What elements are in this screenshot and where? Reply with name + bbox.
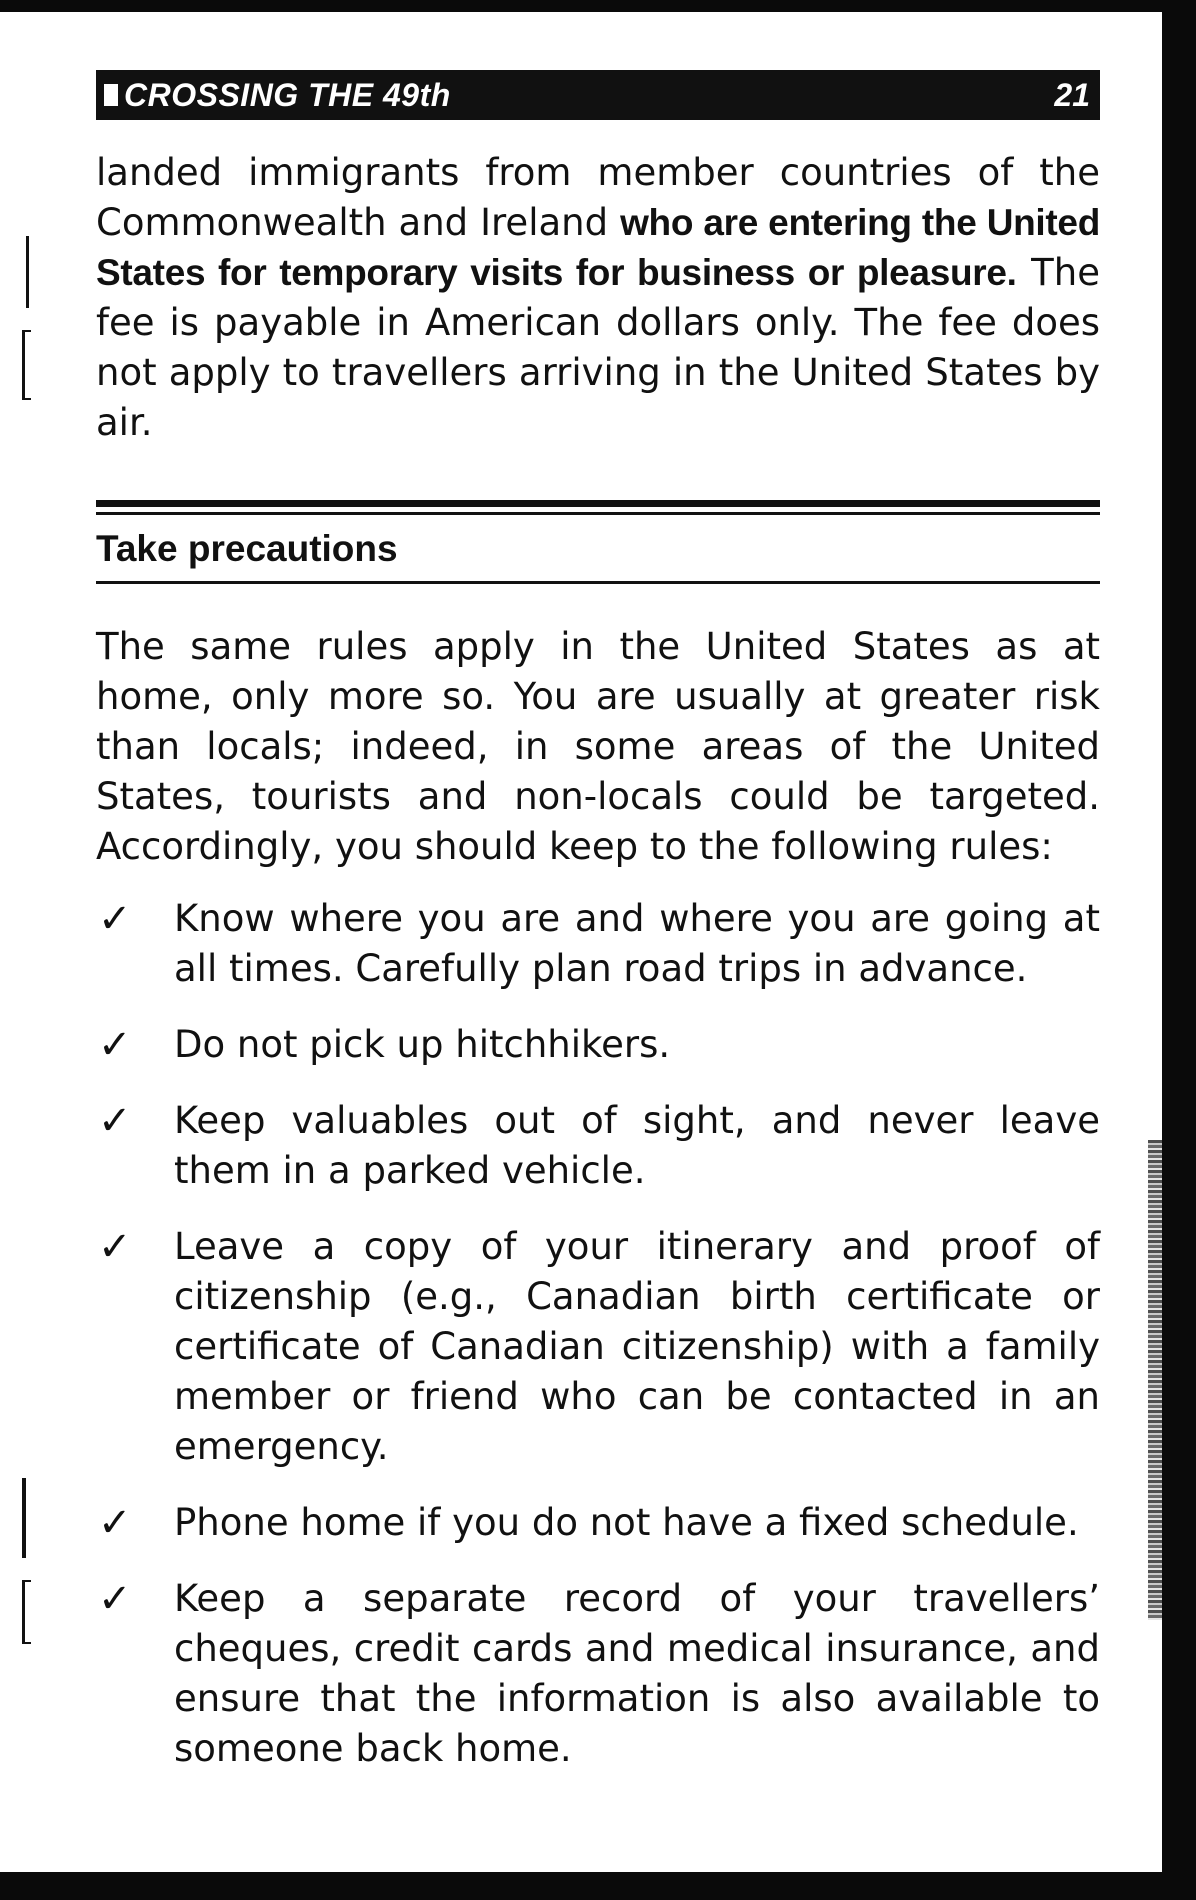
check-icon: ✓: [98, 1224, 132, 1270]
running-title: CROSSING THE 49th: [124, 77, 451, 113]
lead-paragraph: The same rules apply in the United States as at home, only more so. You are usually at greater risk than locals; indeed, in some areas of the United States, tourists and non-locals could be targeted. Accordingly, you should keep to the following rules:: [96, 625, 1100, 868]
header-marker-icon: [104, 84, 118, 106]
check-icon: ✓: [98, 1576, 132, 1622]
check-icon: ✓: [98, 1500, 132, 1546]
list-item-text: Do not pick up hitchhikers.: [174, 1023, 671, 1066]
intro-emphasis: who are entering the United States for temporary visits for business or pleasure.: [96, 202, 1100, 293]
list-item-text: Leave a copy of your itinerary and proof of citizenship (e.g., Canadian birth certificate or certificate of Canadian citizenship) with a family member or friend who can be contacted in an emergency.: [174, 1225, 1100, 1468]
running-header: [96, 70, 1100, 120]
heading-underline: [96, 581, 1100, 584]
running-title-wrap: [104, 79, 451, 111]
section-rule-thick: [96, 500, 1100, 507]
list-item: [96, 1222, 1100, 1472]
book-page: [96, 70, 1100, 1800]
list-item-text: Keep a separate record of your travellers’ cheques, credit cards and medical insurance, and ensure that the information is also available to someone back home.: [174, 1577, 1100, 1770]
intro-text-after: The fee is payable in American dollars only. The fee does not apply to travellers arriving in the United States by air.: [96, 251, 1100, 444]
list-item: [96, 1096, 1100, 1196]
margin-bracket: [22, 1478, 26, 1558]
list-item: [96, 1574, 1100, 1774]
scan-border-bottom: [0, 1872, 1196, 1900]
list-item: [96, 894, 1100, 994]
section-rule-thin: [96, 512, 1100, 515]
scan-border-top: [0, 0, 1196, 12]
list-item: [96, 1020, 1100, 1070]
margin-bracket: [22, 330, 31, 400]
list-item-text: Know where you are and where you are going at all times. Carefully plan road trips in advance.: [174, 897, 1100, 990]
intro-paragraph: [96, 148, 1100, 448]
check-icon: ✓: [98, 1022, 132, 1068]
scan-border-right: [1162, 0, 1196, 1900]
section-heading: Take precautions: [96, 528, 398, 569]
margin-bracket: [22, 1580, 31, 1644]
check-icon: ✓: [98, 896, 132, 942]
scan-noise: [1148, 1140, 1162, 1620]
intro-text-before: landed immigrants from member countries of the Commonwealth and Ireland: [96, 151, 1100, 244]
precautions-list: [96, 894, 1100, 1774]
margin-bracket: [26, 236, 29, 308]
list-item-text: Phone home if you do not have a fixed schedule.: [174, 1501, 1079, 1544]
page-number: 21: [1054, 77, 1090, 113]
check-icon: ✓: [98, 1098, 132, 1144]
list-item-text: Keep valuables out of sight, and never leave them in a parked vehicle.: [174, 1099, 1100, 1192]
list-item: [96, 1498, 1100, 1548]
